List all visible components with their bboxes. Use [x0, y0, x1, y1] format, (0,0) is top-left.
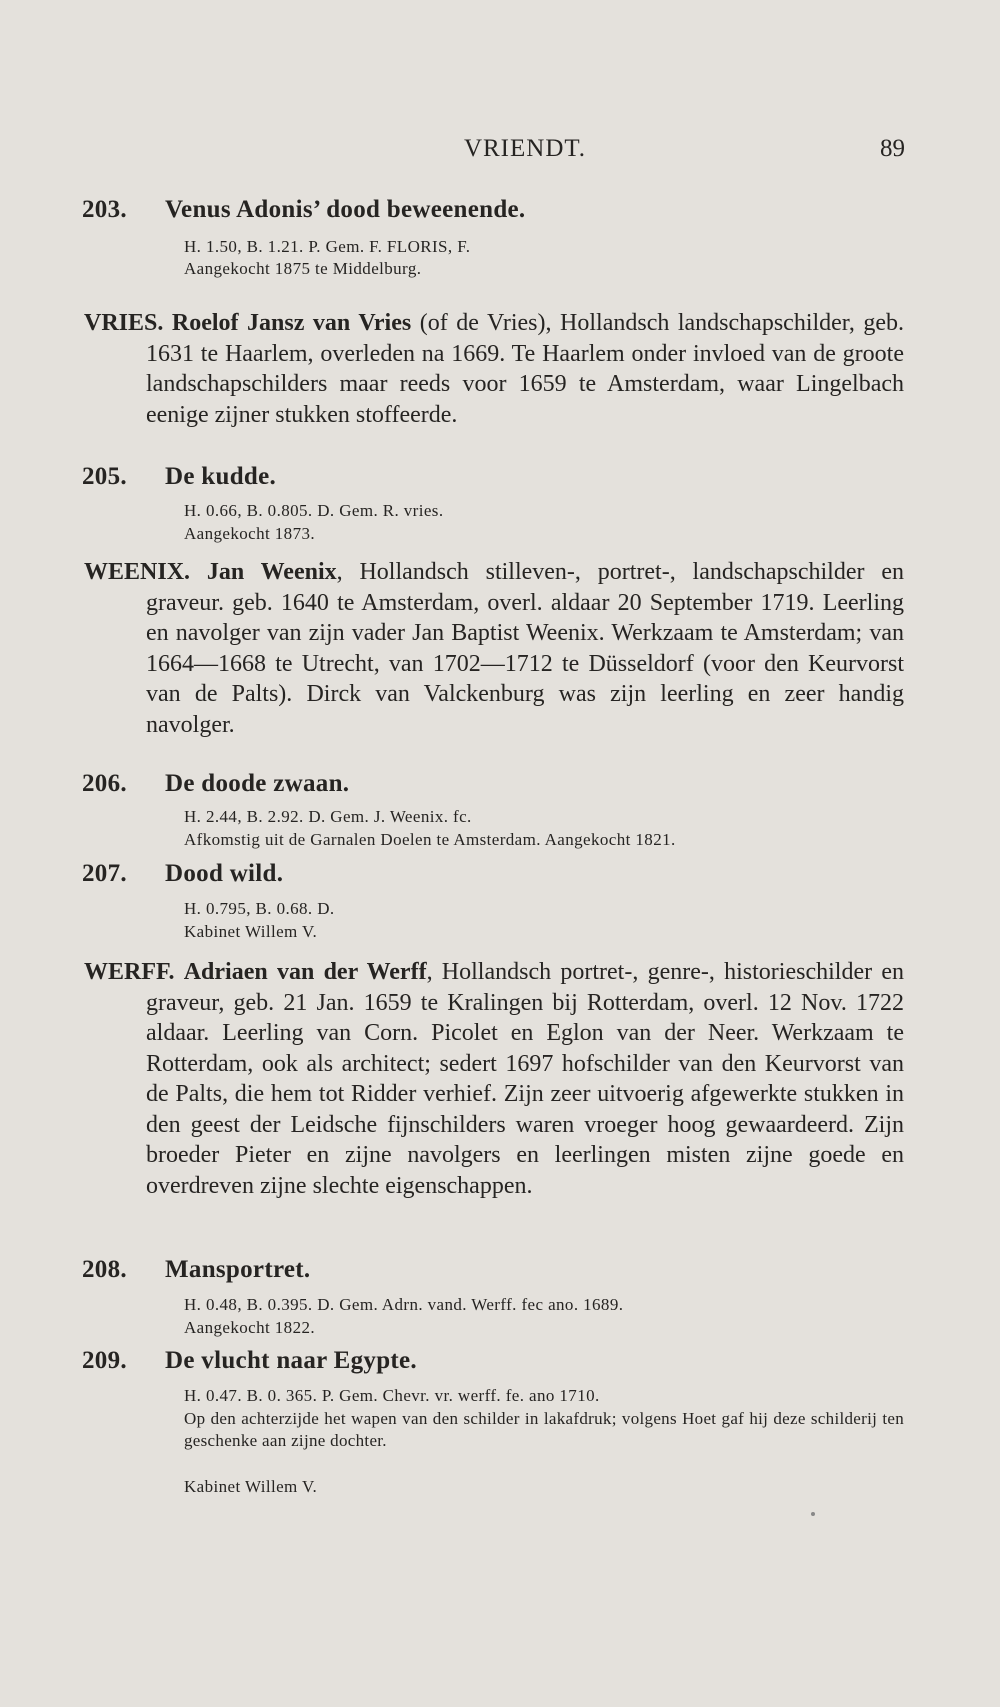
entry-title: Venus Adonis’ dood beweenende.: [165, 196, 526, 223]
catalog-entry-203: [82, 196, 525, 224]
artist-bio-weenix: [84, 557, 904, 740]
artist-head: WEENIX.: [84, 559, 191, 585]
entry-meta: H. 0.795, B. 0.68. D.: [184, 899, 335, 918]
entry-provenance: Aangekocht 1875 te Middelburg.: [184, 259, 422, 278]
entry-note: Op den achterzijde het wapen van den schilder in lakafdruk; volgens Hoet gaf hij deze schilderij ten geschenke aan zijne dochter.: [184, 1409, 904, 1450]
artist-text: , Hollandsch portret-, genre-, historieschilder en graveur, geb. 21 Jan. 1659 te Kralingen bij Rotterdam, overl. 12 Nov. 1722 aldaar. Leerling van Corn. Picolet en Eglon van der Neer. Werkzaam te Rotterdam, ook als architect; sedert 1697 hofschilder van den Keurvorst van de Palts, die hem tot Ridder verhief. Zijn zeer uitvoerig afgewerkte stukken in den geest der Leidsche fijnschilders waren vroeger hoog gewaardeerd. Zijn broeder Pieter en zijne navolgers en leerlingen misten zijne goede en overdreven zijne slechte eigenschappen.: [146, 959, 904, 1199]
artist-text: (of de Vries), Hollandsch landschapschilder, geb. 1631 te Haarlem, overleden na 1669. Te Haarlem onder invloed van de groote landschapschilders maar reeds voor 1659 te Amsterdam, waar Lingelbach eenige zijner stukken stoffeerde.: [146, 310, 905, 428]
entry-number: 208.: [82, 1256, 127, 1283]
entry-provenance: Afkomstig uit de Garnalen Doelen te Amsterdam. Aangekocht 1821.: [184, 830, 676, 849]
entry-title: De doode zwaan.: [165, 770, 350, 797]
catalog-entry-209: [82, 1347, 417, 1375]
artist-name: Jan Weenix: [206, 559, 337, 585]
entry-title: De vlucht naar Egypte.: [165, 1347, 417, 1374]
running-title: VRIENDT.: [463, 135, 587, 162]
entry-title: Mansportret.: [165, 1256, 311, 1283]
artist-head: WERFF.: [84, 959, 175, 985]
catalog-entry-206: [82, 770, 349, 798]
entry-number: 206.: [82, 770, 127, 797]
entry-meta: H. 0.48, B. 0.395. D. Gem. Adrn. vand. Werff. fec ano. 1689.: [184, 1295, 624, 1314]
entry-meta: H. 0.66, B. 0.805. D. Gem. R. vries.: [184, 501, 444, 520]
entry-provenance: Kabinet Willem V.: [184, 1477, 318, 1496]
entry-number: 203.: [82, 196, 127, 223]
entry-number: 205.: [82, 463, 127, 490]
page-number: 89: [880, 135, 905, 162]
catalog-entry-208: [82, 1256, 310, 1284]
entry-meta: H. 1.50, B. 1.21. P. Gem. F. FLORIS, F.: [184, 237, 471, 256]
entry-number: 209.: [82, 1347, 127, 1374]
entry-number: 207.: [82, 860, 127, 887]
catalog-entry-205: [82, 463, 276, 491]
entry-meta: H. 2.44, B. 2.92. D. Gem. J. Weenix. fc.: [184, 807, 472, 826]
entry-title: De kudde.: [165, 463, 277, 490]
catalog-entry-207: [82, 860, 283, 888]
ink-speck: [811, 1512, 815, 1516]
artist-name: Roelof Jansz van Vries: [171, 310, 412, 336]
artist-bio-werff: [84, 957, 904, 1201]
artist-name: Adriaen van der Werff: [183, 959, 427, 985]
entry-meta: H. 0.47. B. 0. 365. P. Gem. Chevr. vr. werff. fe. ano 1710.: [184, 1386, 600, 1405]
entry-title: Dood wild.: [165, 860, 284, 887]
artist-bio-vries: [84, 308, 905, 430]
entry-provenance: Kabinet Willem V.: [184, 922, 318, 941]
entry-provenance: Aangekocht 1822.: [184, 1318, 316, 1337]
artist-head: VRIES.: [84, 310, 164, 336]
page-header: [145, 135, 905, 171]
artist-text: , Hollandsch stilleven-, portret-, landschapschilder en graveur. geb. 1640 te Amsterdam, overl. aldaar 20 September 1719. Leerling en navolger van zijn vader Jan Baptist Weenix. Werkzaam te Amsterdam; van 1664—1668 te Utrecht, van 1702—1712 te Düsseldorf (voor den Keurvorst van de Palts). Dirck van Valckenburg was zijn leerling en zeer handig navolger.: [146, 559, 904, 738]
entry-provenance: Aangekocht 1873.: [184, 524, 316, 543]
